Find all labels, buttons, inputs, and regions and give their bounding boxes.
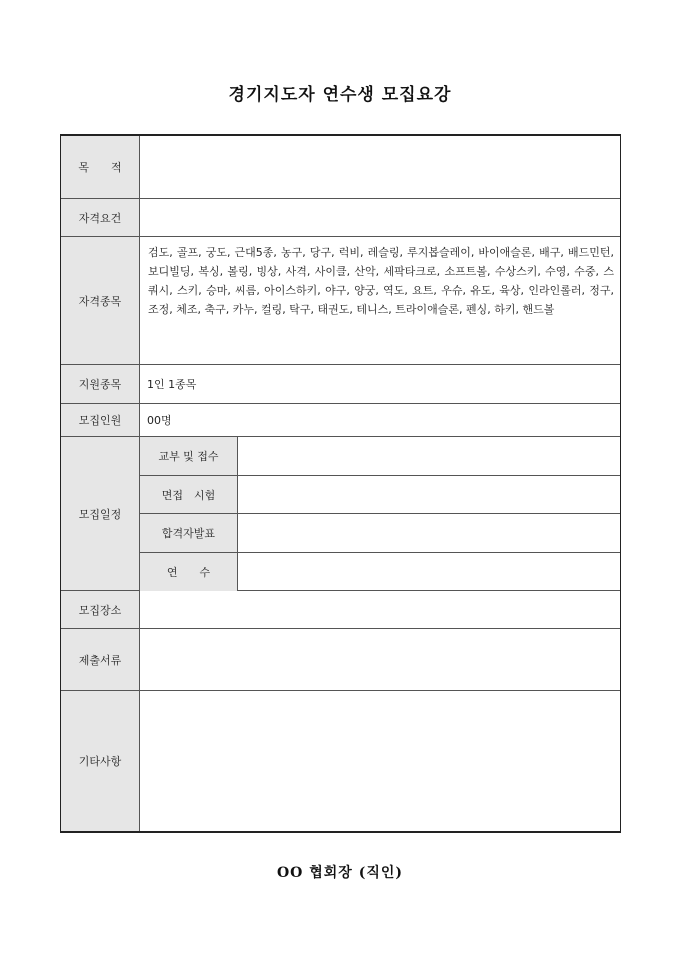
row-documents: [61, 629, 620, 691]
schedule-label: 모집일정: [61, 437, 140, 590]
etc-label: 기타사항: [61, 691, 140, 831]
schedule-item: [140, 553, 620, 591]
recruit-count-value: 00명: [147, 414, 172, 427]
recruitment-table: [60, 134, 621, 833]
documents-value: [147, 629, 614, 690]
schedule-item: [140, 437, 620, 476]
sports-list: 검도, 골프, 궁도, 근대5종, 농구, 당구, 럭비, 레슬링, 루지봅슬레이, 바이애슬론, 배구, 배드민턴, 보디빌딩, 복싱, 볼링, 빙상, 사격, 사이클, 산악, 세팍타크로, 소프트볼, 수상스키, 수영, 수중, 스쿼시, 스키, 승마, 씨름, 아이스하키, 야구, 양궁, 역도, 요트, 우슈, 유도, 육상, 인라인롤러, 정구, 조정, 체조, 축구, 카누, 컬링, 탁구, 태권도, 테니스, 트라이애슬론, 펜싱, 하키, 핸드볼: [148, 246, 614, 316]
place-value: [147, 591, 614, 628]
etc-value: [147, 691, 614, 831]
row-etc: [61, 691, 620, 831]
row-qualification: [61, 199, 620, 237]
schedule-item-label: 합격자발표: [140, 514, 238, 552]
document-title: 경기지도자 연수생 모집요강: [228, 85, 452, 105]
row-purpose: [61, 136, 620, 199]
apply-events-value: 1인 1종목: [147, 378, 197, 391]
row-place: [61, 591, 620, 629]
purpose-label: 목 적: [61, 136, 140, 198]
association-seal-line: OO 협회장 (직인): [276, 865, 403, 881]
schedule-item-label: 교부 및 접수: [140, 437, 238, 475]
purpose-value: [147, 136, 614, 198]
row-apply-events: [61, 365, 620, 404]
sports-label: 자격종목: [61, 237, 140, 364]
schedule-item-label: 연 수: [140, 553, 238, 591]
row-sports: [61, 237, 620, 365]
schedule-item: [140, 476, 620, 514]
qualification-value: [147, 199, 614, 236]
apply-events-label: 지원종목: [61, 365, 140, 403]
row-schedule: [61, 437, 620, 591]
documents-label: 제출서류: [61, 629, 140, 690]
recruit-count-label: 모집인원: [61, 404, 140, 436]
schedule-item-label: 면접 시험: [140, 476, 238, 513]
row-recruit-count: [61, 404, 620, 437]
qualification-label: 자격요건: [61, 199, 140, 236]
schedule-item: [140, 514, 620, 553]
place-label: 모집장소: [61, 591, 140, 628]
